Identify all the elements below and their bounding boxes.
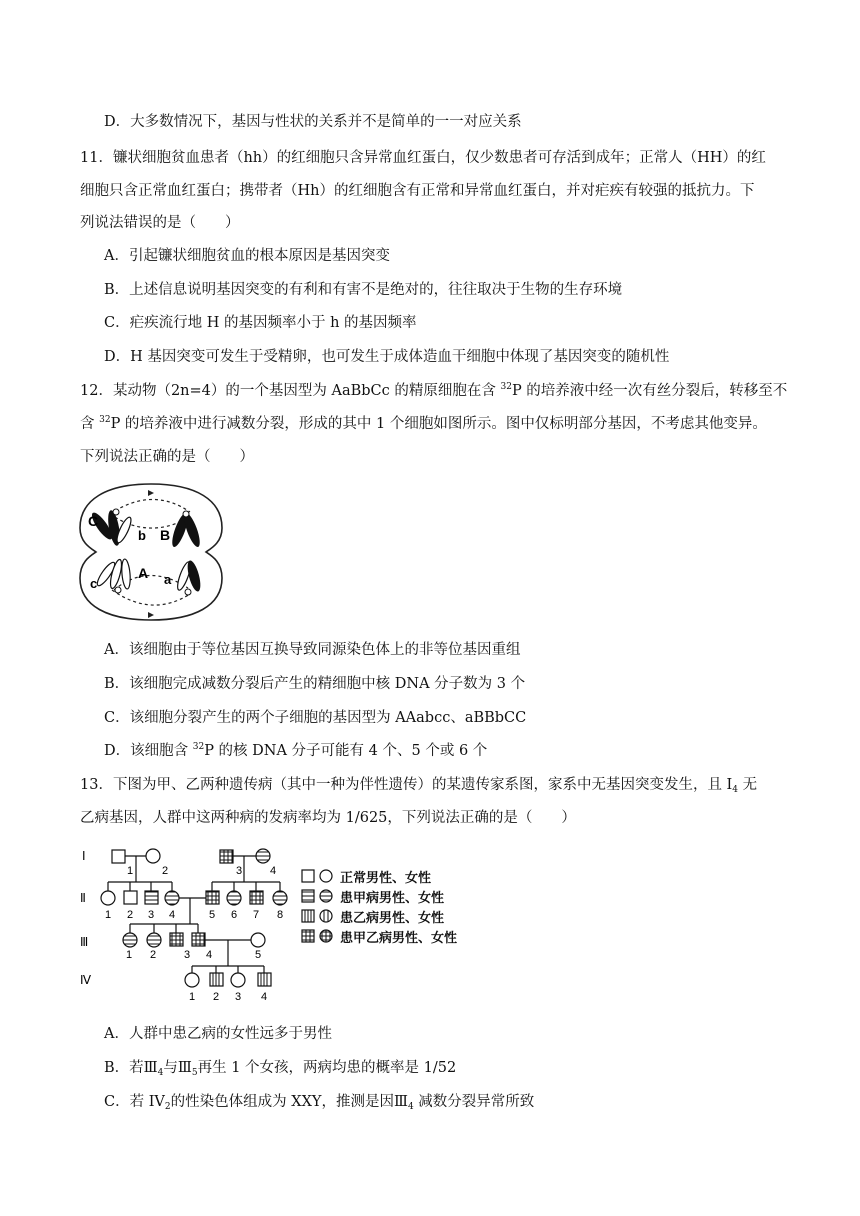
label-c-upper: C bbox=[88, 513, 99, 529]
q12-option-d: D．该细胞含 $^{32}$P 的核 DNA 分子可能有 4 个、5 个或 6 个 bbox=[104, 742, 488, 759]
q12-option-b: B．该细胞完成减数分裂后产生的精细胞中核 DNA 分子数为 3 个 bbox=[104, 676, 526, 692]
q13-stem-line1: 13．下图为甲、乙两种遗传病（其中一种为伴性遗传）的某遗传家系图，家系中无基因突变发生，且 $I_4$ 无 bbox=[80, 777, 758, 795]
cell-division-figure bbox=[76, 478, 226, 626]
label-b-lower: b bbox=[138, 528, 146, 543]
label-a-upper: A bbox=[138, 565, 149, 581]
q13-option-c: C．若 $IV_2$的性染色体组成为 XXY，推测是因$Ⅲ_4$ 减数分裂异常所致 bbox=[104, 1094, 535, 1112]
q12-option-c: C．该细胞分裂产生的两个子细胞的基因型为 AAabcc、aBBbCC bbox=[104, 710, 527, 726]
legend-normal: 正常男性、女性 bbox=[340, 871, 432, 886]
gen2-num-3: 3 bbox=[148, 909, 155, 921]
gen-label-2: Ⅱ bbox=[80, 891, 86, 905]
q11-option-c: C．疟疾流行地 H 的基因频率小于 h 的基因频率 bbox=[104, 315, 417, 331]
q10-option-d: D．大多数情况下，基因与性状的关系并不是简单的一一对应关系 bbox=[104, 114, 522, 130]
gen2-num-5: 5 bbox=[209, 909, 216, 921]
legend-disease-a: 患甲病男性、女性 bbox=[340, 891, 445, 906]
legend-disease-b: 患乙病男性、女性 bbox=[340, 911, 445, 926]
gen3-num-1: 1 bbox=[126, 949, 133, 961]
gen4-num-3: 3 bbox=[235, 991, 242, 1002]
gen2-num-8: 8 bbox=[277, 909, 284, 921]
gen1-num-1: 1 bbox=[127, 865, 134, 877]
q11-stem-line1: 11．镰状细胞贫血患者（hh）的红细胞只含异常血红蛋白，仅少数患者可存活到成年；正常人（HH）的红 bbox=[80, 150, 766, 166]
gen4-num-2: 2 bbox=[213, 991, 220, 1002]
q13-option-a: A．人群中患乙病的女性远多于男性 bbox=[104, 1026, 332, 1042]
gen1-num-2: 2 bbox=[162, 865, 169, 877]
gen2-num-7: 7 bbox=[253, 909, 260, 921]
gen3-num-2: 2 bbox=[150, 949, 157, 961]
gen4-num-1: 1 bbox=[189, 991, 196, 1002]
gen1-num-4: 4 bbox=[270, 865, 277, 877]
q11-option-a: A．引起镰状细胞贫血的根本原因是基因突变 bbox=[104, 248, 390, 264]
q12-stem-line1: 12．某动物（2n=4）的一个基因型为 AaBbCc 的精原细胞在含 $^{32}$P 的培养液中经一次有丝分裂后，转移至不 bbox=[80, 382, 788, 399]
label-a-lower: a bbox=[164, 572, 172, 587]
q11-stem-line3: 列说法错误的是（ ） bbox=[80, 215, 240, 231]
gen2-num-4: 4 bbox=[169, 909, 176, 921]
q11-option-d: D．H 基因突变可发生于受精卵，也可发生于成体造血干细胞中体现了基因突变的随机性 bbox=[104, 349, 670, 365]
gen3-num-5: 5 bbox=[255, 949, 262, 961]
legend-disease-ab: 患甲乙病男性、女性 bbox=[340, 931, 458, 946]
gen-label-3: Ⅲ bbox=[80, 935, 89, 949]
q11-option-b: B．上述信息说明基因突变的有利和有害不是绝对的，往往取决于生物的生存环境 bbox=[104, 282, 623, 298]
q12-stem-line2: 含 $^{32}$P 的培养液中进行减数分裂，形成的其中 1 个细胞如图所示。图中仅标明部分基因，不考虑其他变异。 bbox=[80, 415, 767, 432]
gen-label-4: Ⅳ bbox=[80, 973, 92, 987]
gen2-num-2: 2 bbox=[127, 909, 134, 921]
q11-stem-line2: 细胞只含正常血红蛋白；携带者（Hh）的红细胞含有正常和异常血红蛋白，并对疟疾有较强的抵抗力。下 bbox=[80, 183, 755, 199]
label-c-lower: c bbox=[90, 576, 98, 591]
pedigree-chart bbox=[78, 842, 300, 1002]
q13-stem-line2: 乙病基因，人群中这两种病的发病率均为 1/625，下列说法正确的是（ ） bbox=[80, 810, 576, 826]
gen3-num-4: 4 bbox=[206, 949, 213, 961]
q12-option-a: A．该细胞由于等位基因互换导致同源染色体上的非等位基因重组 bbox=[104, 642, 521, 658]
gen-label-1: Ⅰ bbox=[82, 849, 86, 863]
gen2-num-1: 1 bbox=[105, 909, 112, 921]
gen1-num-3: 3 bbox=[236, 865, 243, 877]
label-b-upper: B bbox=[160, 527, 171, 543]
gen3-num-3: 3 bbox=[184, 949, 191, 961]
legend-symbols bbox=[300, 866, 336, 948]
gen4-num-4: 4 bbox=[261, 991, 268, 1002]
q12-stem-line3: 下列说法正确的是（ ） bbox=[80, 449, 254, 465]
q13-option-b: B．若$Ⅲ_4$与$Ⅲ_5$再生 1 个女孩，两病均患的概率是 1/52 bbox=[104, 1060, 457, 1078]
gen2-num-6: 6 bbox=[231, 909, 238, 921]
